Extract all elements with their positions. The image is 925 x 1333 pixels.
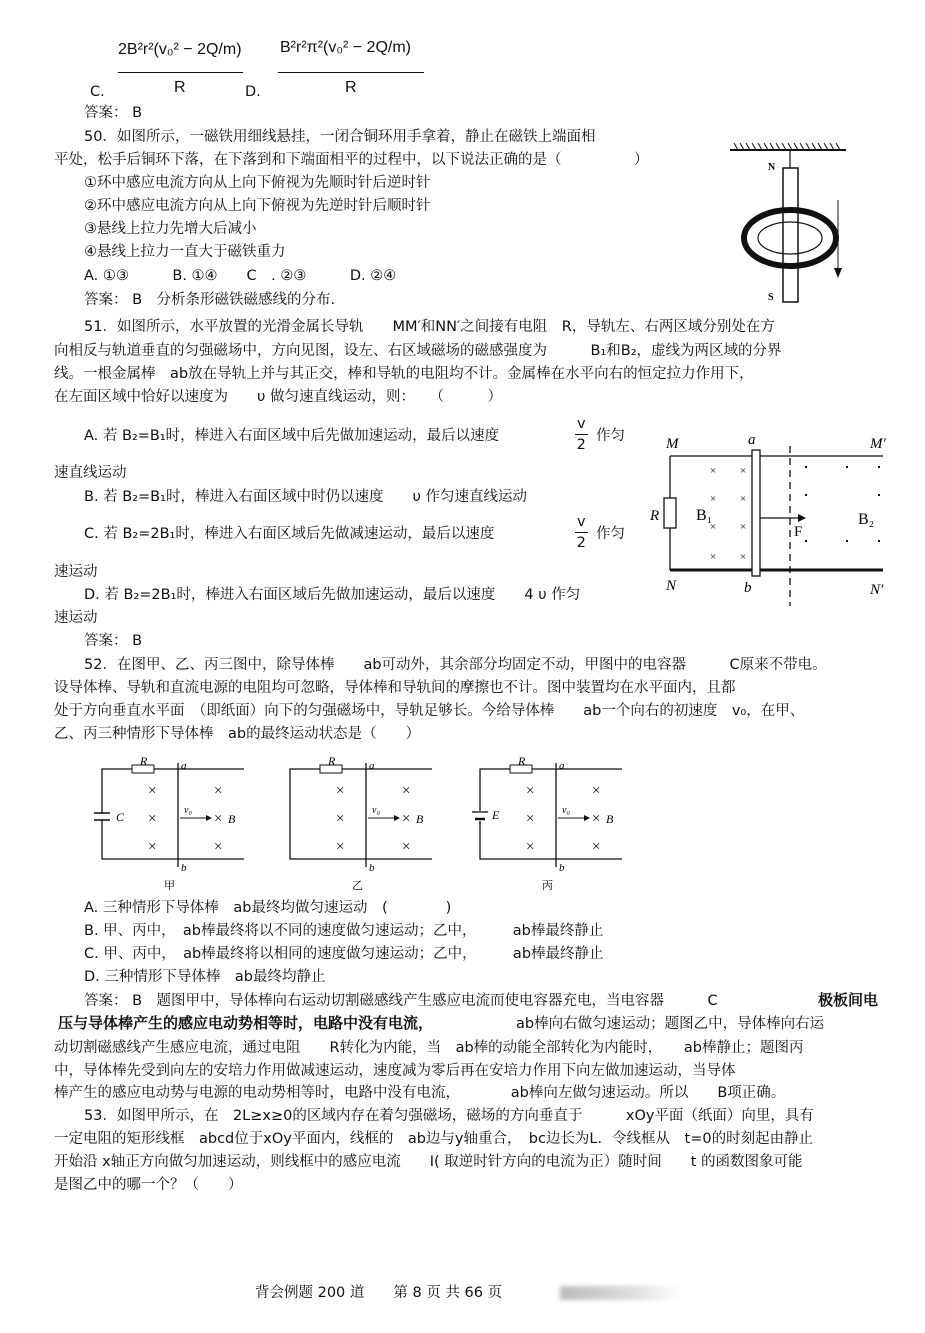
q50-option-3: ③悬线上拉力先增大后减小 xyxy=(84,221,257,237)
q51-option-c-line2: 速运动 xyxy=(54,564,98,580)
q52-bing-caption: 丙 xyxy=(542,880,553,892)
q51-fig-label-m-prime: M′ xyxy=(870,436,886,452)
q51-option-b: B. 若 B₂=B₁时，棒进入右面区域中时仍以速度 υ 作匀速直线运动 xyxy=(84,489,527,505)
option-d-denominator: R xyxy=(345,79,357,96)
q52-answer-line5: 棒产生的感应电动势与电源的电动势相等时，电路中没有电流， ab棒向左做匀速运动。所以 B项正确。 xyxy=(54,1085,786,1101)
svg-text:×: × xyxy=(336,783,345,799)
option-c-denominator: R xyxy=(174,79,186,96)
q53-line2: 一定电阻的矩形线框 abcd位于xOy平面内，线框的 ab边与y轴重合， bc边长为L．令线框从 t=0的时刻起由静止 xyxy=(54,1131,814,1147)
svg-text:×: × xyxy=(402,811,411,827)
q52-bing-label-b-field: B xyxy=(606,812,614,826)
q51-option-a-frac-den: 2 xyxy=(576,437,586,453)
svg-text:×: × xyxy=(740,465,747,477)
q51-fig-label-m: M xyxy=(666,436,679,452)
q51-line1: 51．如图所示，水平放置的光滑金属长导轨 MM′和NN′之间接有电阻 R，导轨左、右两区域分别处在方 xyxy=(84,319,775,335)
svg-text:×: × xyxy=(740,521,747,533)
q52-bing-label-a: a xyxy=(559,760,565,772)
svg-text:×: × xyxy=(592,839,601,855)
svg-text:×: × xyxy=(402,783,411,799)
svg-text:×: × xyxy=(526,783,535,799)
svg-text:×: × xyxy=(148,783,157,799)
svg-text:×: × xyxy=(710,521,717,533)
q50-figure-magnet-ring xyxy=(728,140,858,310)
option-c-numerator: 2B²r²(v₀² − 2Q/m) xyxy=(118,41,242,58)
svg-text:×: × xyxy=(526,811,535,827)
q52-yi-caption: 乙 xyxy=(352,880,363,892)
option-d-fraction-bar xyxy=(278,72,424,73)
q51-line2: 向相反与轨道垂直的匀强磁场中，方向见图，设左、右区域磁场的磁感强度为 B₁和B₂，虚线为两区域的分界 xyxy=(54,343,782,359)
q52-jia-label-v0: v₀ xyxy=(184,805,192,816)
q51-option-a-fraction xyxy=(575,414,588,455)
svg-text:×: × xyxy=(592,783,601,799)
q52-jia-label-r: R xyxy=(140,754,148,768)
q51-option-c-line1: C. 若 B₂=2B₁时，棒进入右面区域后先做减速运动，最后以速度 xyxy=(84,526,495,542)
q52-answer-line2-bold: 压与导体棒产生的感应电动势相等时，电路中没有电流， xyxy=(58,1014,434,1032)
svg-text:×: × xyxy=(148,811,157,827)
q51-line3: 线。一根金属棒 ab放在导轨上并与其正交，棒和导轨的电阻均不计。金属棒在水平向右的恒定拉力作用下， xyxy=(54,366,754,382)
option-d-label: D. xyxy=(245,84,261,100)
q52-line2: 设导体棒、导轨和直流电源的电阻均可忽略，导体棒和导轨间的摩擦也不计。图中装置均在水平面内，且都 xyxy=(54,680,736,696)
q52-line4: 乙、丙三种情形下导体棒 ab的最终运动状态是（ ） xyxy=(54,726,421,742)
q51-option-c-fraction xyxy=(575,512,588,553)
option-c-fraction-bar xyxy=(118,72,243,73)
q52-bing-label-r: R xyxy=(518,754,526,768)
q52-option-c: C. 甲、丙中， ab棒最终将以相同的速度做匀速运动；乙中， ab棒最终静止 xyxy=(84,946,604,962)
q51-fig-label-f: F xyxy=(794,524,803,540)
q53-line1: 53．如图甲所示，在 2L≥x≥0的区域内存在着匀强磁场，磁场的方向垂直于 xOy平面（纸面）向里，具有 xyxy=(84,1108,814,1124)
q51-fig-label-b: b xyxy=(744,580,752,596)
q51-fig-label-b1: B₁ xyxy=(696,507,713,524)
q52-yi-label-b: b xyxy=(369,862,375,874)
q50-line2: 平处，松手后铜环下落，在下落到和下端面相平的过程中，以下说法正确的是（ ） xyxy=(54,152,649,168)
q51-fig-label-b2: B₂ xyxy=(858,511,875,528)
svg-text:×: × xyxy=(336,811,345,827)
q52-answer-line4: 中，导体棒先受到向左的安培力作用做减速运动，速度减为零后再在安培力作用下向左做加速运动，当导体 xyxy=(54,1063,736,1079)
q50-line1: 50．如图所示，一磁铁用细线悬挂，一闭合铜环用手拿着，静止在磁铁上端面相 xyxy=(84,129,596,145)
option-c-label: C. xyxy=(90,84,105,100)
q50-answer: 答案： B 分析条形磁铁磁感线的分布. xyxy=(84,292,336,308)
svg-text:×: × xyxy=(336,839,345,855)
q51-fig-label-n: N xyxy=(666,578,677,594)
q52-option-d: D. 三种情形下导体棒 ab最终均静止 xyxy=(84,969,326,985)
q51-option-c-tail: 作匀 xyxy=(596,526,625,542)
q51-answer: 答案： B xyxy=(84,633,143,649)
answer-49: 答案： B xyxy=(84,105,143,121)
svg-text:×: × xyxy=(214,783,223,799)
q52-jia-label-a: a xyxy=(181,760,187,772)
q52-figure-yi xyxy=(282,755,442,895)
q52-answer-line2: ab棒向右做匀速运动；题图乙中，导体棒向右运 xyxy=(516,1016,825,1032)
q53-line4: 是图乙中的哪一个？（ ） xyxy=(54,1177,243,1193)
q51-option-c-frac-den: 2 xyxy=(576,535,586,551)
q51-option-a-tail: 作匀 xyxy=(596,428,625,444)
q52-answer-line1-bold: 极板间电 xyxy=(818,991,879,1009)
q52-jia-label-c: C xyxy=(116,810,125,824)
q51-option-a-frac-num: v xyxy=(575,414,588,435)
q51-option-c-frac-num: v xyxy=(575,512,588,533)
q52-jia-caption: 甲 xyxy=(164,880,175,892)
svg-text:×: × xyxy=(148,839,157,855)
q51-option-a-line2: 速直线运动 xyxy=(54,465,127,481)
q51-option-d-line1: D. 若 B₂=2B₁时，棒进入右面区域后先做加速运动，最后以速度 4 υ 作匀 xyxy=(84,587,581,603)
svg-text:×: × xyxy=(592,811,601,827)
footer-blurred-tail xyxy=(560,1286,680,1300)
q52-option-a: A. 三种情形下导体棒 ab最终均做匀速运动 ( ) xyxy=(84,900,452,916)
q53-line3: 开始沿 x轴正方向做匀加速运动，则线框中的感应电流 I( 取逆时针方向的电流为正）随时间 t 的函数图象可能 xyxy=(54,1154,803,1170)
q52-jia-label-b-field: B xyxy=(228,812,236,826)
q52-figure-jia xyxy=(94,755,254,895)
q52-answer-line3: 动切割磁感线产生感应电流，通过电阻 R转化为内能，当 ab棒的动能全部转化为内能时， ab棒静止；题图丙 xyxy=(54,1040,804,1056)
q51-fig-label-n-prime: N′ xyxy=(870,582,884,598)
q51-option-a-line1: A. 若 B₂=B₁时，棒进入右面区域中后先做加速运动，最后以速度 xyxy=(84,428,500,444)
option-d-numerator: B²r²π²(v₀² − 2Q/m) xyxy=(280,39,411,56)
q52-yi-label-v0: v₀ xyxy=(372,805,380,816)
q52-bing-label-b: b xyxy=(559,862,565,874)
q51-line4: 在左面区域中恰好以速度为 υ 做匀速直线运动，则： （ ） xyxy=(54,389,502,405)
q52-line1: 52．在图甲、乙、丙三图中，除导体棒 ab可动外，其余部分均固定不动，甲图中的电容器 C原来不带电。 xyxy=(84,657,827,673)
svg-text:×: × xyxy=(214,811,223,827)
q52-option-b: B. 甲、丙中， ab棒最终将以不同的速度做匀速运动；乙中， ab棒最终静止 xyxy=(84,923,604,939)
svg-text:×: × xyxy=(402,839,411,855)
q50-option-2: ②环中感应电流方向从上向下俯视为先逆时针后顺时针 xyxy=(84,198,431,214)
q52-yi-label-r: R xyxy=(328,754,336,768)
q52-jia-label-b: b xyxy=(181,862,187,874)
q51-figure-rails xyxy=(648,430,898,610)
svg-text:×: × xyxy=(710,551,717,563)
q51-option-d-line2: 速运动 xyxy=(54,610,98,626)
q50-fig-n-label: N xyxy=(768,162,776,173)
q52-figure-bing xyxy=(472,755,632,895)
q52-bing-label-v0: v₀ xyxy=(562,805,570,816)
q52-line3: 处于方向垂直水平面 （即纸面）向下的匀强磁场中，导轨足够长。今给导体棒 ab一个向右的初速度 v₀，在甲、 xyxy=(54,703,805,719)
q50-option-4: ④悬线上拉力一直大于磁铁重力 xyxy=(84,244,286,260)
q50-choices: A. ①③ B. ①④ C . ②③ D. ②④ xyxy=(84,268,397,284)
svg-text:×: × xyxy=(740,493,747,505)
svg-text:×: × xyxy=(214,839,223,855)
q51-fig-label-a: a xyxy=(748,432,756,448)
q50-option-1: ①环中感应电流方向从上向下俯视为先顺时针后逆时针 xyxy=(84,175,431,191)
svg-text:×: × xyxy=(710,465,717,477)
q50-fig-s-label: S xyxy=(768,292,774,303)
q52-answer-line1: 答案： B 题图甲中，导体棒向右运动切割磁感线产生感应电流而使电容器充电，当电容器 C xyxy=(84,993,718,1009)
q52-yi-label-a: a xyxy=(369,760,375,772)
svg-text:×: × xyxy=(740,551,747,563)
page-footer: 背会例题 200 道 第 8 页 共 66 页 xyxy=(255,1285,503,1301)
q52-bing-label-e: E xyxy=(492,808,500,822)
q52-yi-label-b-field: B xyxy=(416,812,424,826)
svg-text:×: × xyxy=(526,839,535,855)
q51-fig-label-r: R xyxy=(650,508,660,524)
svg-text:×: × xyxy=(710,493,717,505)
